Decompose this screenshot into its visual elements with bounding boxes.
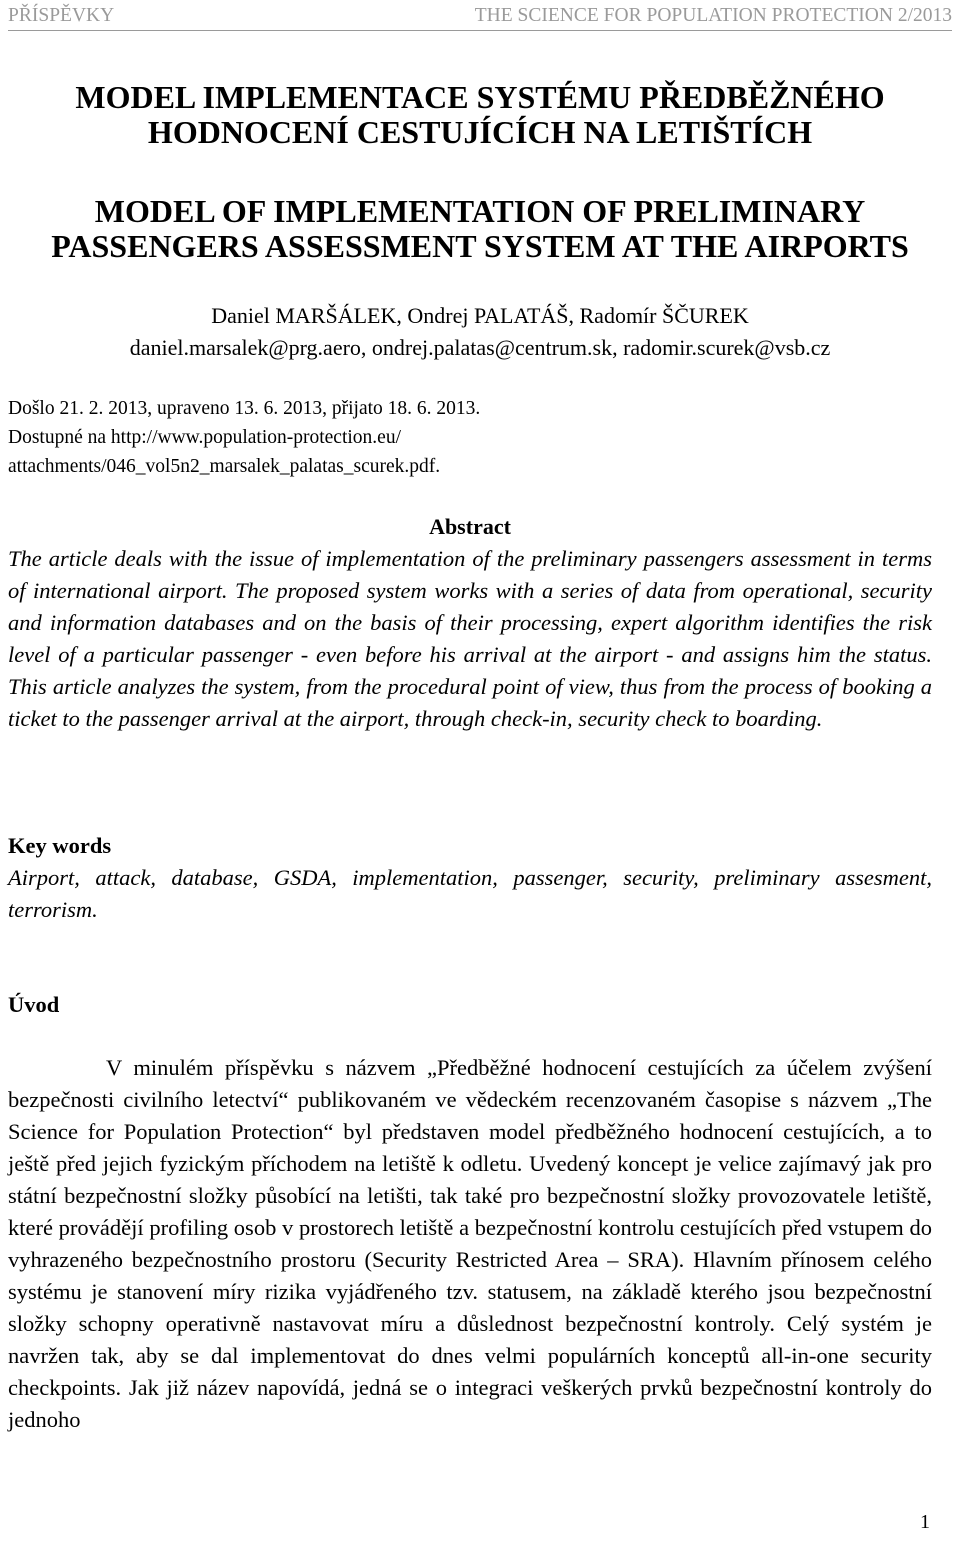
header-journal-label: THE SCIENCE FOR POPULATION PROTECTION 2/2013 — [474, 5, 952, 26]
author-emails: daniel.marsalek@prg.aero, ondrej.palatas@centrum.sk, radomir.scurek@vsb.cz — [129, 335, 831, 360]
availability-path: attachments/046_vol5n2_marsalek_palatas_scurek.pdf. — [8, 456, 441, 477]
availability-url: Dostupné na http://www.population-protection.eu/ — [8, 427, 401, 448]
publication-dates — [8, 394, 708, 481]
abstract-section — [8, 511, 932, 735]
title-czech-line-1: MODEL IMPLEMENTACE SYSTÉMU PŘEDBĚŽNÉHO — [75, 79, 885, 115]
keywords-text: Airport, attack, database, GSDA, implementation, passenger, security, preliminary assesment, terrorism. — [8, 865, 932, 922]
section-heading-uvod: Úvod — [8, 992, 60, 1017]
title-english-line-2: PASSENGERS ASSESSMENT SYSTEM AT THE AIRPORTS — [51, 228, 909, 264]
title-czech — [8, 80, 952, 150]
running-header — [8, 5, 952, 29]
keywords-section — [8, 830, 932, 926]
header-divider — [8, 30, 952, 31]
keywords-heading: Key words — [8, 833, 112, 858]
author-names: Daniel MARŠÁLEK, Ondrej PALATÁŠ, Radomír ŠČUREK — [211, 303, 749, 328]
page-number: 1 — [920, 1511, 930, 1533]
body-paragraph: V minulém příspěvku s názvem „Předběžné hodnocení cestujících za účelem zvýšení bezpečnosti civilního letectví“ publikovaném ve vědeckém recenzovaném časopise s názvem „The Science for Population Protection“ byl představen model předběžného hodnocení cestujících, a to ještě před jejich fyzickým příchodem na letiště k odletu. Uvedený koncept je velice zajímavý jak pro státní bezpečnostní složky působící na letišti, tak také pro bezpečnostní složky provozovatele letiště, které provádějí profiling osob v prostorech letiště a bezpečnostní kontrolu cestujících před vstupem do vyhrazeného bezpečnostního prostoru (Security Restricted Area – SRA). Hlavním přínosem celého systému je stanovení míry rizika vyjádřeného tzv. statusem, na základě kterého jsou bezpečnostní složky schopny operativně nastavovat míru a důslednost bezpečnostní kontroly. Celý systém je navržen tak, aby se dal implementovat do dnes velmi populárních konceptů all-in-one security checkpoints. Jak již název napovídá, jedná se o integraci veškerých prvků bezpečnostní kontroly do jednoho — [8, 1055, 932, 1432]
title-czech-line-2: HODNOCENÍ CESTUJÍCÍCH NA LETIŠTÍCH — [147, 114, 813, 150]
title-english — [8, 194, 952, 264]
dates-received: Došlo 21. 2. 2013, upraveno 13. 6. 2013, přijato 18. 6. 2013. — [8, 398, 481, 419]
header-section-label: PŘÍSPĚVKY — [8, 5, 115, 26]
abstract-heading: Abstract — [429, 514, 511, 539]
abstract-text: The article deals with the issue of implementation of the preliminary passengers assessment in terms of international airport. The proposed system works with a series of data from operational, security and information databases and on the basis of their processing, expert algorithm identifies the risk level of a particular passenger - even before his arrival at the airport - and assigns him the status. This article analyzes the system, from the procedural point of view, thus from the process of booking a ticket to the passenger arrival at the airport, through check-in, security check to boarding. — [8, 546, 932, 731]
author-block — [8, 300, 952, 364]
title-english-line-1: MODEL OF IMPLEMENTATION OF PRELIMINARY — [94, 193, 866, 229]
